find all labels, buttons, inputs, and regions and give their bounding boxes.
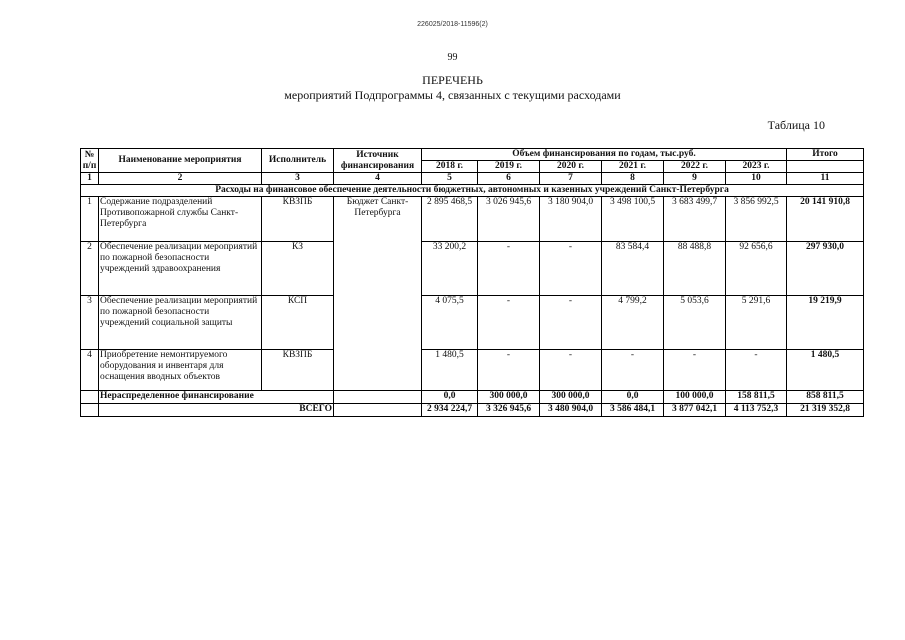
header-total-blank <box>787 161 864 173</box>
column-number: 4 <box>334 173 422 185</box>
document-id: 226025/2018-11596(2) <box>417 21 488 28</box>
row-executor: КЗ <box>262 242 334 296</box>
table-row <box>81 296 864 350</box>
column-number-row <box>81 173 864 185</box>
grand-total-total: 21 319 352,8 <box>787 404 864 417</box>
row-value: - <box>478 242 540 296</box>
unallocated-source-blank <box>334 391 422 404</box>
column-number: 9 <box>664 173 726 185</box>
row-num: 4 <box>81 350 99 391</box>
row-num: 2 <box>81 242 99 296</box>
header-name: Наименование мероприятия <box>99 149 262 173</box>
column-number: 2 <box>99 173 262 185</box>
row-value: - <box>726 350 787 391</box>
row-value: 5 291,6 <box>726 296 787 350</box>
header-year: 2018 г. <box>422 161 478 173</box>
section-row <box>81 185 864 197</box>
row-value: 5 053,6 <box>664 296 726 350</box>
table-row <box>81 350 864 391</box>
column-number: 6 <box>478 173 540 185</box>
row-value: - <box>540 350 602 391</box>
grand-total-row <box>81 404 864 417</box>
row-value: - <box>478 296 540 350</box>
header-year: 2020 г. <box>540 161 602 173</box>
row-value: 3 683 499,7 <box>664 197 726 242</box>
header-year: 2021 г. <box>602 161 664 173</box>
column-number: 11 <box>787 173 864 185</box>
row-value: - <box>540 242 602 296</box>
row-value: 3 026 945,6 <box>478 197 540 242</box>
unallocated-value: 100 000,0 <box>664 391 726 404</box>
header-year: 2022 г. <box>664 161 726 173</box>
column-number: 8 <box>602 173 664 185</box>
row-value: 3 856 992,5 <box>726 197 787 242</box>
row-value: 4 075,5 <box>422 296 478 350</box>
row-value: - <box>602 350 664 391</box>
column-number: 3 <box>262 173 334 185</box>
row-total: 1 480,5 <box>787 350 864 391</box>
column-number: 10 <box>726 173 787 185</box>
row-total: 297 930,0 <box>787 242 864 296</box>
column-number: 7 <box>540 173 602 185</box>
table-row <box>81 197 864 242</box>
unallocated-value: 158 811,5 <box>726 391 787 404</box>
header-year: 2023 г. <box>726 161 787 173</box>
unallocated-value: 0,0 <box>422 391 478 404</box>
row-value: 3 498 100,5 <box>602 197 664 242</box>
table-label: Таблица 10 <box>767 118 825 132</box>
grand-total-value: 3 877 042,1 <box>664 404 726 417</box>
grand-total-blank <box>81 404 99 417</box>
row-value: - <box>478 350 540 391</box>
row-name: Обеспечение реализации мероприятий по пожарной безопасности учреждений социальной защиты <box>99 296 262 350</box>
header-row-1 <box>81 149 864 161</box>
row-executor: КВЗПБ <box>262 197 334 242</box>
header-year: 2019 г. <box>478 161 540 173</box>
grand-total-value: 3 326 945,6 <box>478 404 540 417</box>
header-volume: Объем финансирования по годам, тыс.руб. <box>422 149 787 161</box>
row-num: 3 <box>81 296 99 350</box>
grand-total-label: ВСЕГО <box>99 404 334 417</box>
unallocated-value: 0,0 <box>602 391 664 404</box>
grand-total-value: 3 586 484,1 <box>602 404 664 417</box>
document-title: ПЕРЕЧЕНЬ <box>422 73 483 87</box>
financing-table <box>80 148 864 417</box>
unallocated-label: Нераспределенное финансирование <box>99 391 334 404</box>
row-value: - <box>540 296 602 350</box>
page-number: 99 <box>447 52 458 63</box>
row-value: 3 180 904,0 <box>540 197 602 242</box>
column-number: 5 <box>422 173 478 185</box>
row-value: - <box>664 350 726 391</box>
row-executor: КВЗПБ <box>262 350 334 391</box>
table-row <box>81 242 864 296</box>
section-title: Расходы на финансовое обеспечение деятельности бюджетных, автономных и казенных учреждений Санкт-Петербурга <box>81 185 864 197</box>
grand-total-value: 2 934 224,7 <box>422 404 478 417</box>
row-name: Содержание подразделений Противопожарной службы Санкт-Петербурга <box>99 197 262 242</box>
unallocated-value: 300 000,0 <box>478 391 540 404</box>
unallocated-blank <box>81 391 99 404</box>
grand-total-source-blank <box>334 404 422 417</box>
header-total: Итого <box>787 149 864 161</box>
row-source: Бюджет Санкт-Петербурга <box>334 197 422 391</box>
row-total: 20 141 910,8 <box>787 197 864 242</box>
row-executor: КСП <box>262 296 334 350</box>
row-value: 33 200,2 <box>422 242 478 296</box>
row-value: 83 584,4 <box>602 242 664 296</box>
grand-total-value: 4 113 752,3 <box>726 404 787 417</box>
row-num: 1 <box>81 197 99 242</box>
row-value: 2 895 468,5 <box>422 197 478 242</box>
unallocated-row <box>81 391 864 404</box>
unallocated-value: 300 000,0 <box>540 391 602 404</box>
row-name: Приобретение немонтируемого оборудования и инвентаря для оснащения вводных объектов <box>99 350 262 391</box>
row-name: Обеспечение реализации мероприятий по пожарной безопасности учреждений здравоохранения <box>99 242 262 296</box>
document-subtitle: мероприятий Подпрограммы 4, связанных с текущими расходами <box>284 88 621 102</box>
row-total: 19 219,9 <box>787 296 864 350</box>
header-executor: Исполнитель <box>262 149 334 173</box>
grand-total-value: 3 480 904,0 <box>540 404 602 417</box>
header-source: Источник финансирования <box>334 149 422 173</box>
header-num: № п/п <box>81 149 99 173</box>
row-value: 88 488,8 <box>664 242 726 296</box>
column-number: 1 <box>81 173 99 185</box>
row-value: 4 799,2 <box>602 296 664 350</box>
row-value: 92 656,6 <box>726 242 787 296</box>
unallocated-total: 858 811,5 <box>787 391 864 404</box>
row-value: 1 480,5 <box>422 350 478 391</box>
